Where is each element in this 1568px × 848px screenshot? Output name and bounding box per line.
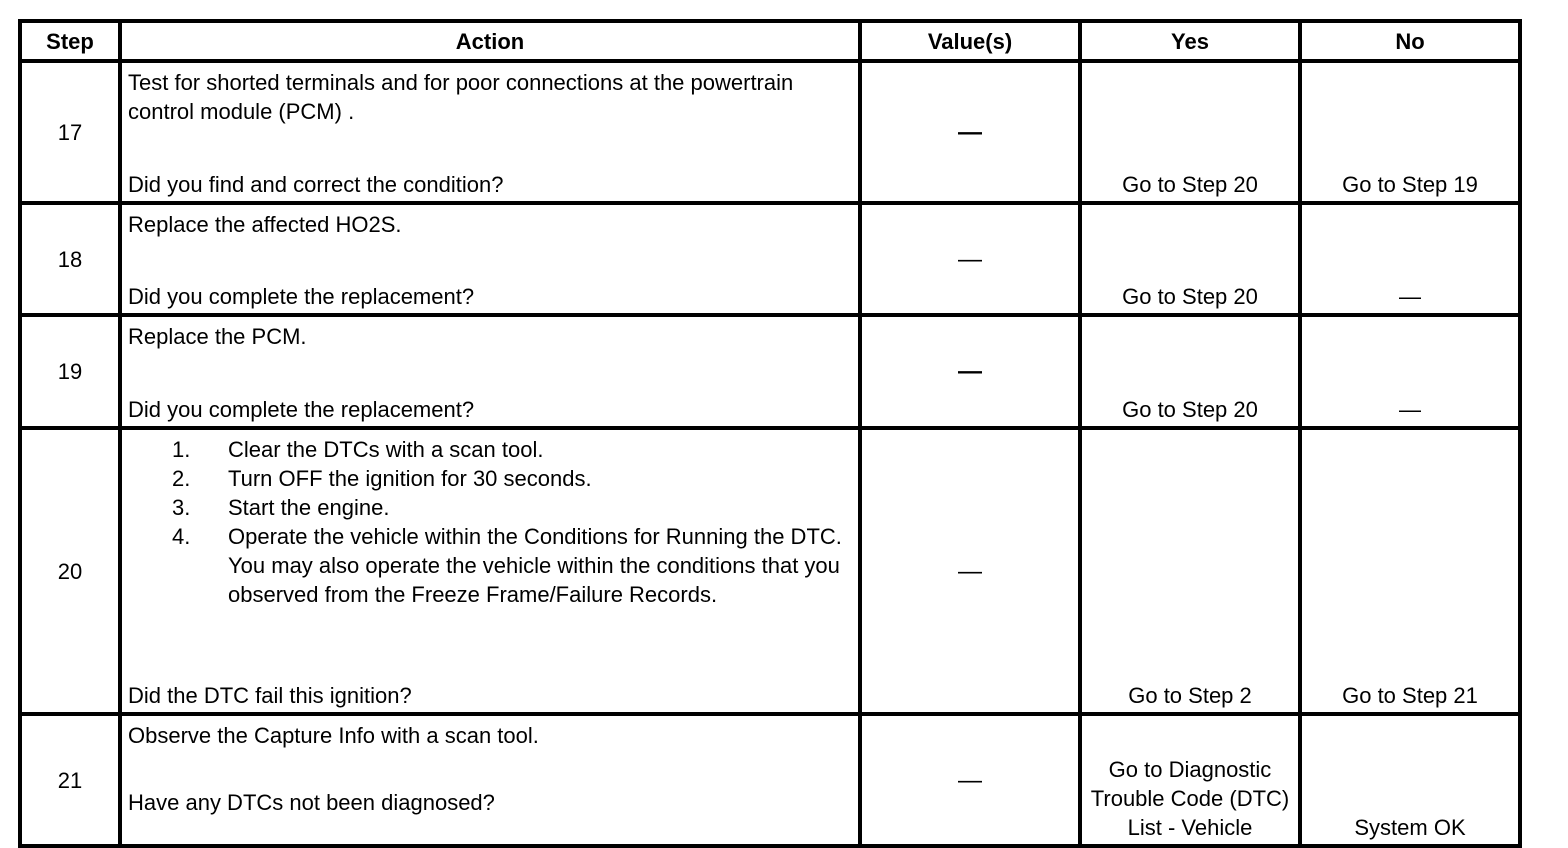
action-cell bbox=[120, 315, 860, 428]
list-item bbox=[172, 464, 850, 493]
no-cell: Go to Step 21 bbox=[1300, 428, 1520, 714]
value-dash: — bbox=[958, 766, 982, 794]
value-cell bbox=[860, 61, 1080, 203]
yes-cell: Go to Diagnostic Trouble Code (DTC) List - Vehicle bbox=[1080, 714, 1300, 846]
value-dash: — bbox=[958, 245, 982, 273]
header-action: Action bbox=[120, 21, 860, 61]
diagnostic-table bbox=[18, 19, 1522, 848]
action-instruction: Replace the PCM. bbox=[128, 324, 307, 349]
value-cell bbox=[860, 428, 1080, 714]
no-cell: — bbox=[1300, 203, 1520, 315]
value-cell bbox=[860, 714, 1080, 846]
action-question: Did the DTC fail this ignition? bbox=[128, 683, 412, 708]
yes-cell: Go to Step 2 bbox=[1080, 428, 1300, 714]
list-text: Operate the vehicle within the Conditions for Running the DTC. You may also operate the vehicle within the conditions that you observed from the Freeze Frame/Failure Records. bbox=[228, 524, 842, 607]
action-question: Have any DTCs not been diagnosed? bbox=[128, 790, 495, 815]
header-step: Step bbox=[20, 21, 120, 61]
table-row bbox=[20, 61, 1520, 203]
table-row bbox=[20, 315, 1520, 428]
list-text: Turn OFF the ignition for 30 seconds. bbox=[228, 466, 592, 491]
step-number: 20 bbox=[20, 428, 120, 714]
list-item bbox=[172, 522, 850, 609]
action-instruction: Test for shorted terminals and for poor connections at the powertrain control module (PCM) . bbox=[128, 70, 794, 124]
step-number: 21 bbox=[20, 714, 120, 846]
value-cell bbox=[860, 203, 1080, 315]
step-number: 19 bbox=[20, 315, 120, 428]
header-no: No bbox=[1300, 21, 1520, 61]
list-text: Clear the DTCs with a scan tool. bbox=[228, 437, 544, 462]
action-instruction: Observe the Capture Info with a scan tool. bbox=[128, 723, 539, 748]
action-question: Did you complete the replacement? bbox=[128, 397, 475, 422]
header-yes: Yes bbox=[1080, 21, 1300, 61]
table-row bbox=[20, 428, 1520, 714]
list-number: 3. bbox=[172, 495, 191, 520]
step-number: 18 bbox=[20, 203, 120, 315]
yes-cell: Go to Step 20 bbox=[1080, 203, 1300, 315]
step-number: 17 bbox=[20, 61, 120, 203]
no-cell: Go to Step 19 bbox=[1300, 61, 1520, 203]
action-question: Did you complete the replacement? bbox=[128, 284, 475, 309]
value-dash: — bbox=[958, 557, 982, 585]
list-number: 2. bbox=[172, 466, 191, 491]
action-question: Did you find and correct the condition? bbox=[128, 172, 504, 197]
list-number: 1. bbox=[172, 437, 191, 462]
header-values: Value(s) bbox=[860, 21, 1080, 61]
list-text: Start the engine. bbox=[228, 495, 390, 520]
action-instruction: Replace the affected HO2S. bbox=[128, 212, 402, 237]
yes-cell: Go to Step 20 bbox=[1080, 61, 1300, 203]
action-cell bbox=[120, 714, 860, 846]
table-row bbox=[20, 203, 1520, 315]
yes-cell: Go to Step 20 bbox=[1080, 315, 1300, 428]
list-number: 4. bbox=[172, 524, 191, 549]
value-dash: — bbox=[958, 358, 982, 385]
value-cell bbox=[860, 315, 1080, 428]
list-item bbox=[172, 493, 850, 522]
no-cell: System OK bbox=[1300, 714, 1520, 846]
value-dash: — bbox=[958, 118, 982, 146]
procedure-list bbox=[128, 435, 850, 609]
action-cell bbox=[120, 203, 860, 315]
action-cell bbox=[120, 428, 860, 714]
no-cell: — bbox=[1300, 315, 1520, 428]
list-item bbox=[172, 435, 850, 464]
header-row bbox=[20, 21, 1520, 61]
action-cell bbox=[120, 61, 860, 203]
table-row bbox=[20, 714, 1520, 846]
